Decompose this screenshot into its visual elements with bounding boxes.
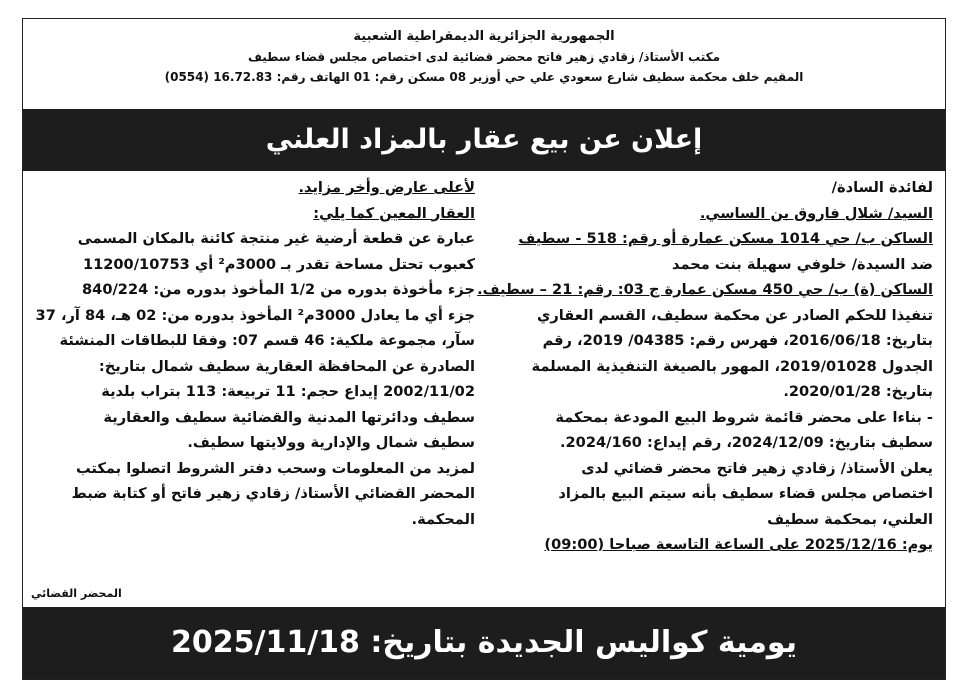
- text-line: سطيف بتاريخ: 2024/12/09، رقم إيداع: 2024/160.: [559, 434, 933, 451]
- text-line: ضد السيدة/ خلوفي سهيلة بنت محمد: [672, 255, 933, 273]
- text-line: سطيف شمال والإدارية وولايتها سطيف.: [187, 434, 475, 451]
- text-line: عبارة عن قطعة أرضية غير منتجة كائنة بالمكان المسمى: [77, 230, 475, 247]
- text-line: الساكن ب/ حي 1014 مسكن عمارة أو رقم: 518 - سطيف: [518, 230, 933, 247]
- text-line: السيد/ شلال فاروق بن الساسي.: [699, 204, 933, 222]
- text-line: لفائدة السادة/: [831, 179, 933, 196]
- right-column: [477, 175, 933, 558]
- text-line: - بناءا على محضر قائمة شروط البيع المودعة بمحكمة: [555, 408, 933, 426]
- publication-footer: يومية كواليس الجديدة بتاريخ: 2025/11/18: [23, 607, 945, 679]
- text-line: الساكن (ة) ب/ حي 450 مسكن عمارة ج 03: رقم: 21 – سطيف.: [477, 281, 933, 298]
- text-line: لأعلى عارض وأخر مزايد.: [298, 179, 475, 196]
- signer-label: المحضر القضائي: [31, 587, 122, 600]
- text-line: تنفيذا للحكم الصادر عن محكمة سطيف، القسم العقاري: [537, 306, 933, 324]
- text-line: يعلن الأستاذ/ زقادي زهير فاتح محضر قضائي لدى: [581, 459, 933, 477]
- ad-title: إعلان عن بيع عقار بالمزاد العلني: [23, 109, 945, 171]
- text-line: يوم: 2025/12/16 على الساعة التاسعة صباحا (09:00): [544, 536, 933, 553]
- left-column: [31, 175, 475, 532]
- text-line: سآر، مجموعة ملكية: 46 قسم 07: وفقا للبطاقات المنشئة: [59, 332, 475, 349]
- text-line: اختصاص مجلس قضاء سطيف بأنه سيتم البيع بالمزاد: [558, 485, 933, 502]
- text-line: بتاريخ: 2016/06/18، فهرس رقم: 04385/ 2019، رقم: [542, 332, 933, 349]
- address-heading: المقيم خلف محكمة سطيف شارع سعودي علي حي أوزير 08 مسكن رقم: 01 الهاتف رقم: 16.72.83 (0554): [164, 70, 804, 84]
- republic-heading: الجمهورية الجزائرية الديمقراطية الشعبية: [353, 29, 615, 44]
- text-line: العلني، بمحكمة سطيف: [767, 510, 933, 528]
- text-line: الجدول 2019/01028، المهور بالصيغة التنفيذية المسلمة: [531, 357, 933, 375]
- text-line: الصادرة عن المحافظة العقارية سطيف شمال بتاريخ:: [98, 357, 475, 375]
- text-line: المحضر القضائي الأستاذ/ زقادي زهير فاتح أو كتابة ضبط: [71, 485, 475, 502]
- text-line: 2002/11/02 إيداع حجم: 11 تربيعة: 113 بتراب بلدية: [101, 383, 475, 400]
- text-line: لمزيد من المعلومات وسحب دفتر الشروط اتصلوا بمكتب: [75, 459, 475, 477]
- text-line: المحكمة.: [411, 510, 475, 528]
- ad-header: [23, 19, 945, 107]
- text-line: العقار المعين كما يلي:: [313, 204, 475, 222]
- office-heading: مكتب الأستاذ/ زقادي زهير فاتح محضر قضائية لدى اختصاص مجلس قضاء سطيف: [247, 50, 721, 64]
- ad-frame: [22, 18, 946, 680]
- text-line: سطيف ودائرتها المدنية والقضائية سطيف والعقارية: [103, 408, 475, 426]
- text-line: جزء مأخوذة بدوره من 1/2 المأخوذ بدوره من: 840/224: [82, 281, 475, 298]
- text-line: بتاريخ: 2020/01/28.: [783, 383, 933, 400]
- text-line: جزء أي ما يعادل 3000م² المأخوذ بدوره من: 02 هـ، 84 آر، 37: [35, 306, 475, 324]
- text-line: كعبوب تحتل مساحة تقدر بـ 3000م² أي 11200/10753: [82, 255, 475, 273]
